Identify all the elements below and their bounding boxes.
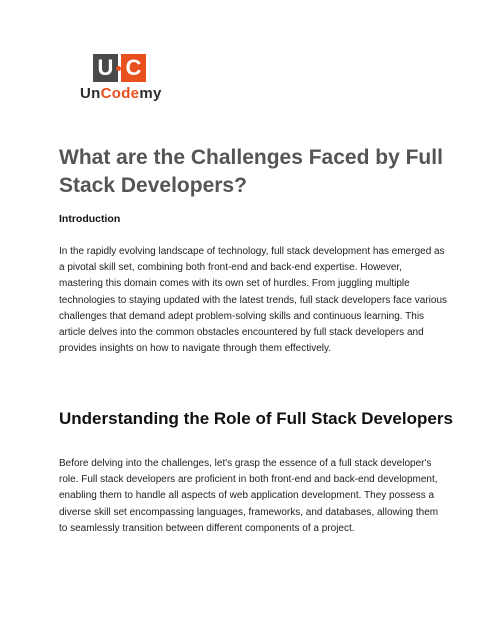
uncodemy-logo [80,54,160,102]
logo-word-un: Un [80,85,101,102]
intro-heading: Introduction [59,213,121,225]
intro-paragraph: In the rapidly evolving landscape of technology, full stack development has emerged as a pivotal skill set, combining both front-end and back-end expertise. However, mastering this domain comes with its own set of hurdles. From juggling multiple technologies to staying updated with the latest trends, full stack developers face various challenges that demand adept problem-solving skills and continuous learning. This article delves into the common obstacles encountered by full stack developers and provides insights on how to navigate through them effectively. [59,246,448,355]
logo-mark-u: U [93,54,118,82]
logo-wordmark [80,85,160,102]
logo-word-code: Code [100,85,140,102]
logo-mark-c: C [121,54,146,82]
article-title: What are the Challenges Faced by Full Stack Developers? [59,146,443,197]
logo-mark [80,54,160,84]
section-heading: Understanding the Role of Full Stack Developers [59,409,453,428]
section-paragraph: Before delving into the challenges, let's grasp the essence of a full stack developer's role. Full stack developers are proficient in both front-end and back-end development, enabling them to handle all aspects of web application development. They possess a diverse skill set encompassing languages, frameworks, and databases, allowing them to seamlessly transition between different components of a project. [59,458,439,534]
logo-word-my: my [139,85,162,102]
